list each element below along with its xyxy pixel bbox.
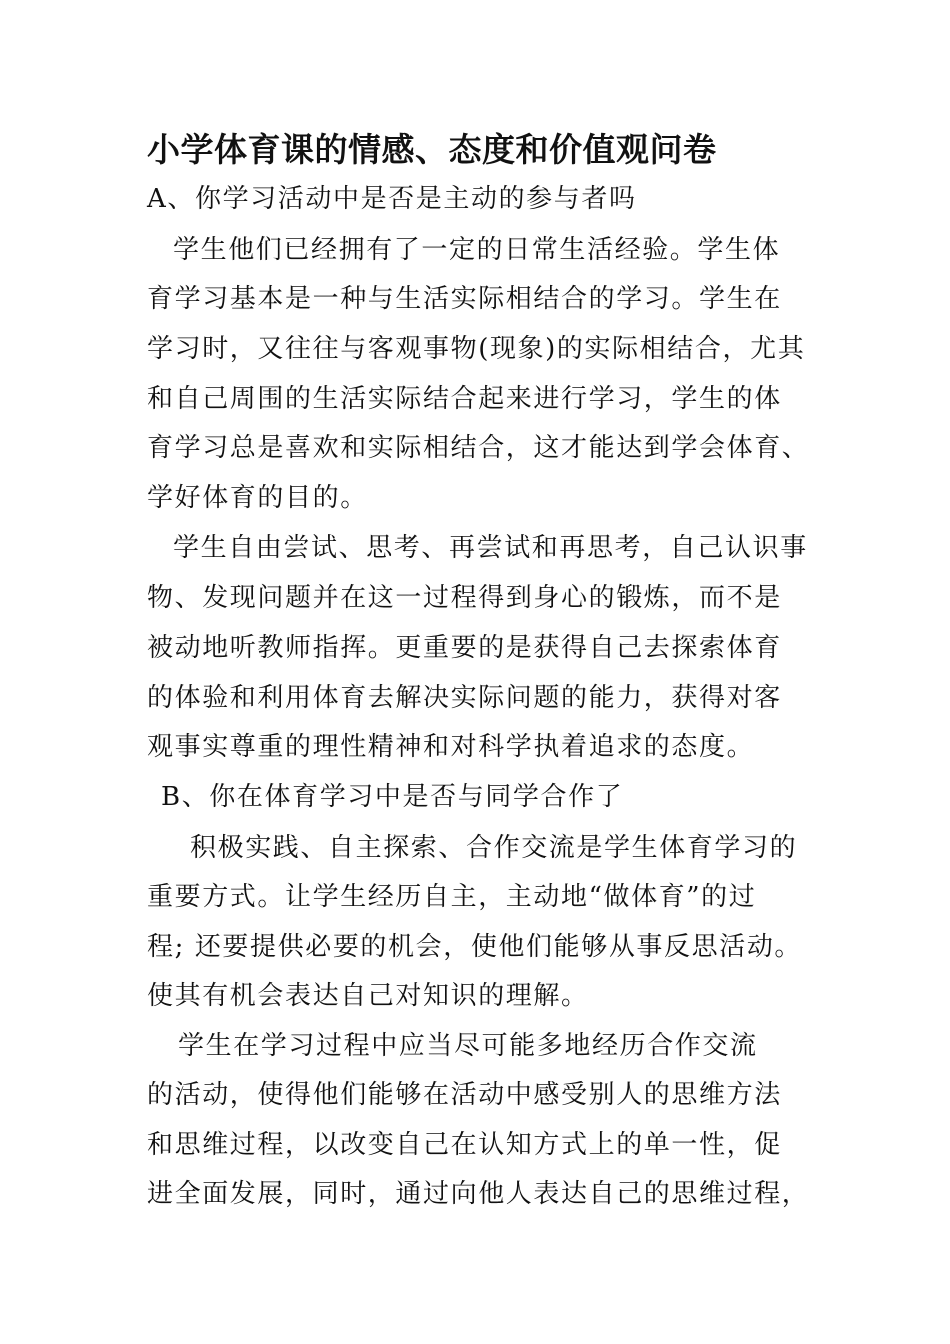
text-line: 的活动，使得他们能够在活动中感受别人的思维方法 [147, 1080, 782, 1110]
text-line: 育学习总是喜欢和实际相结合，这才能达到学会体育、 [147, 433, 810, 463]
text-line: 和思维过程，以改变自己在认知方式上的单一性，促 [147, 1130, 782, 1160]
question-a-heading: A、你学习活动中是否是主动的参与者吗 [147, 184, 637, 214]
text-line: 使其有机会表达自己对知识的理解。 [147, 981, 589, 1011]
text-line: 学习时，又往往与客观事物(现象)的实际相结合，尤其 [147, 334, 806, 364]
question-b-heading: B、你在体育学习中是否与同学合作了 [161, 782, 624, 812]
text-line: 和自己周围的生活实际结合起来进行学习，学生的体 [147, 384, 782, 414]
text-line: 程; 还要提供必要的机会，使他们能够从事反思活动。 [147, 932, 803, 962]
text-line: 观事实尊重的理性精神和对科学执着追求的态度。 [147, 732, 755, 762]
text-line: 育学习基本是一种与生活实际相结合的学习。学生在 [147, 284, 782, 314]
document-title: 小学体育课的情感、态度和价值观问卷 [147, 130, 717, 169]
text-line: 进全面发展，同时，通过向他人表达自己的思维过程， [147, 1179, 810, 1209]
text-line: 重要方式。让学生经历自主，主动地“做体育”的过 [147, 882, 757, 912]
text-line: 学生自由尝试、思考、再尝试和再思考，自己认识事 [173, 533, 808, 563]
text-line: 的体验和利用体育去解决实际问题的能力，获得对客 [147, 683, 782, 713]
text-line: 被动地听教师指挥。更重要的是获得自己去探索体育 [147, 633, 782, 663]
text-line: 学生他们已经拥有了一定的日常生活经验。学生体 [173, 235, 781, 265]
text-line: 积极实践、自主探索、合作交流是学生体育学习的 [190, 833, 798, 863]
text-line: 学生在学习过程中应当尽可能多地经历合作交流 [178, 1031, 758, 1061]
text-line: 物、发现问题并在这一过程得到身心的锻炼，而不是 [147, 583, 782, 613]
text-line: 学好体育的目的。 [147, 483, 368, 513]
